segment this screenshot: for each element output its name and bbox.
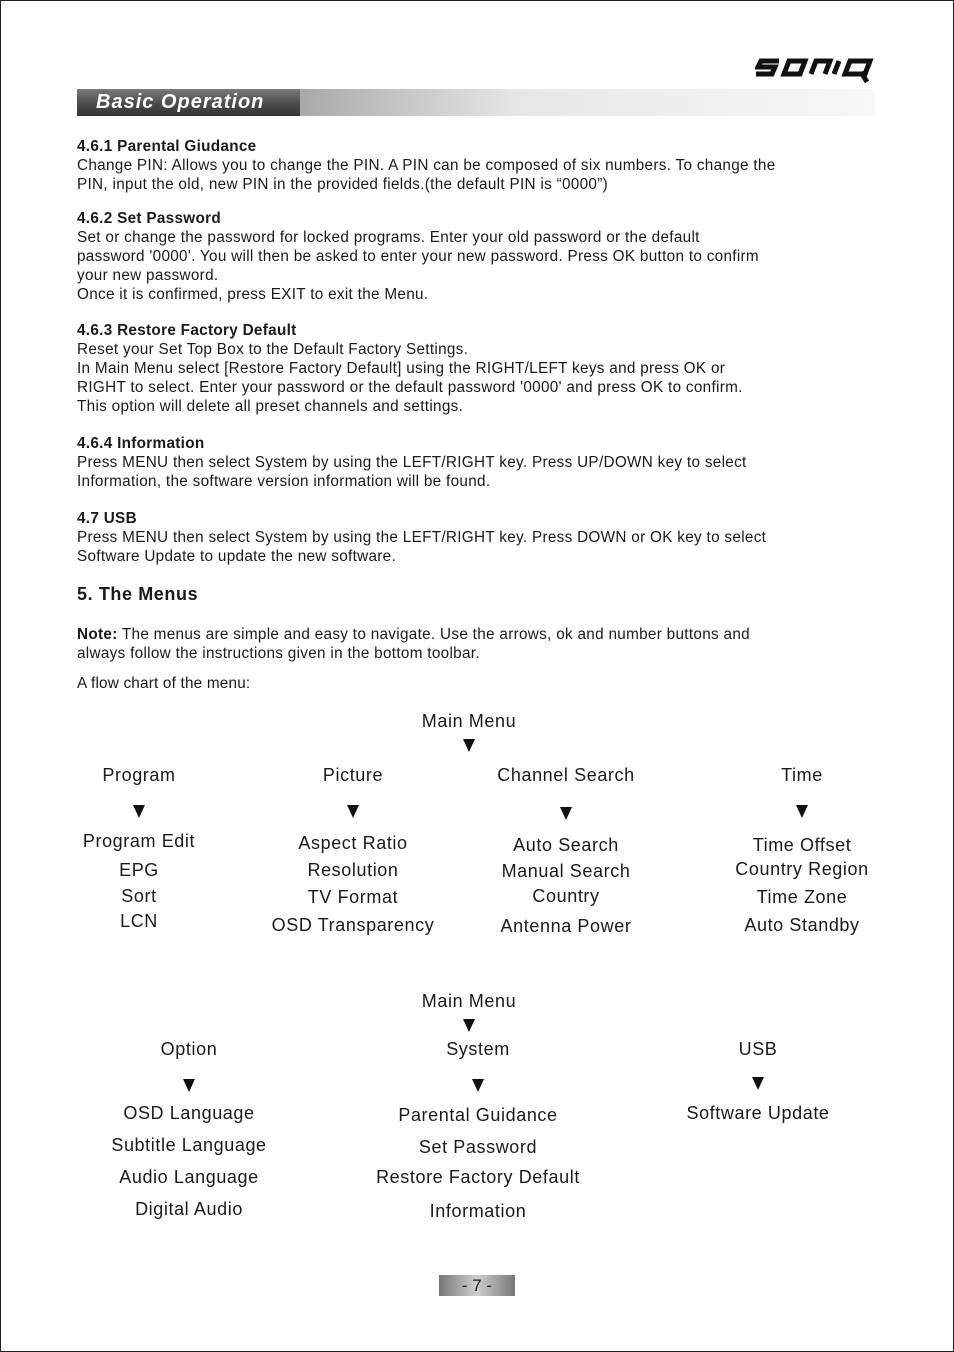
body-line: password '0000'. You will then be asked to enter your new password. Press OK button to confirm [77,248,759,265]
body-line: PIN, input the old, new PIN in the provided fields.(the default PIN is “0000”) [77,176,609,193]
flow-item: Restore Factory Default [376,1167,580,1187]
down-arrow-icon [183,1079,195,1092]
flow-item: OSD Language [123,1103,255,1123]
body-line: Press MENU then select System by using the LEFT/RIGHT key. Press UP/DOWN key to select [77,454,747,471]
menus-title: 5. The Menus [77,584,199,604]
body-line: Change PIN: Allows you to change the PIN. A PIN can be composed of six numbers. To change the [77,157,776,174]
section-set-password [77,209,877,304]
body-line: Set or change the password for locked programs. Enter your old password or the default [77,229,700,246]
soniq-logo [755,52,877,86]
flow-item: Information [429,1201,527,1221]
flow-item: Resolution [307,860,399,880]
section-information [77,434,877,491]
flow-item: OSD Transparency [271,915,435,935]
down-arrow-icon [463,1019,475,1032]
down-arrow-icon [472,1079,484,1092]
section-heading: 4.6.4 Information [77,435,205,452]
flow-item: Software Update [686,1103,830,1123]
flow-node-system: System [446,1039,510,1059]
flow-item: TV Format [307,887,399,907]
flow-root-main-menu: Main Menu [421,711,517,731]
flow-item: Audio Language [119,1167,259,1187]
flow-node-channel-search: Channel Search [497,765,635,785]
flow-node-time: Time [781,765,823,785]
body-line: Information, the software version information will be found. [77,473,491,490]
flow-node-usb: USB [738,1039,778,1059]
flow-item: EPG [119,860,159,880]
flow-node-program: Program [102,765,176,785]
section-heading: 4.7 USB [77,510,137,527]
down-arrow-icon [796,805,808,818]
body-line: This option will delete all preset channels and settings. [77,398,464,415]
body-line: your new password. [77,267,219,284]
down-arrow-icon [347,805,359,818]
section-parental-guidance [77,137,877,194]
note-text: always follow the instructions given in the bottom toolbar. [77,645,480,662]
down-arrow-icon [752,1077,764,1090]
flow-item: Digital Audio [135,1199,243,1219]
flow-item: Set Password [418,1137,538,1157]
flow-item: Program Edit [82,831,196,851]
section-restore-factory-default [77,321,877,416]
flow-item: Auto Search [513,835,619,855]
section-heading: 4.6.1 Parental Giudance [77,138,257,155]
flow-item: Parental Guidance [398,1105,558,1125]
body-line: Press MENU then select System by using the LEFT/RIGHT key. Press DOWN or OK key to select [77,529,767,546]
flow-node-option: Option [160,1039,218,1059]
flow-item: Antenna Power [500,916,632,936]
body-line: Reset your Set Top Box to the Default Factory Settings. [77,341,469,358]
flow-node-picture: Picture [322,765,384,785]
section-heading: 4.6.3 Restore Factory Default [77,322,297,339]
flow-item: Manual Search [501,861,631,881]
menus-note [77,625,877,663]
flow-item: Time Offset [752,835,852,855]
note-label: Note: [77,626,118,643]
body-line: Once it is confirmed, press EXIT to exit the Menu. [77,286,429,303]
down-arrow-icon [560,807,572,820]
note-text: The menus are simple and easy to navigate. Use the arrows, ok and number buttons and [117,626,750,643]
flow-item: Aspect Ratio [298,833,408,853]
flowchart-intro: A flow chart of the menu: [77,675,251,692]
body-line: Software Update to update the new software. [77,548,397,565]
flow-item: LCN [120,911,158,931]
section-heading: 4.6.2 Set Password [77,210,221,227]
body-line: In Main Menu select [Restore Factory Default] using the RIGHT/LEFT keys and press OK or [77,360,726,377]
body-line: RIGHT to select. Enter your password or the default password '0000' and press OK to confirm. [77,379,743,396]
flow-item: Country Region [735,859,869,879]
flow-item: Time Zone [756,887,848,907]
flow-item: Sort [121,886,157,906]
flow-root-main-menu: Main Menu [421,991,517,1011]
section-header-title: Basic Operation [96,91,265,113]
down-arrow-icon [463,739,475,752]
down-arrow-icon [133,805,145,818]
flow-item: Subtitle Language [111,1135,267,1155]
page-number: - 7 - [461,1276,493,1295]
flow-item: Country [532,886,600,906]
section-usb [77,509,877,566]
flow-item: Auto Standby [744,915,860,935]
